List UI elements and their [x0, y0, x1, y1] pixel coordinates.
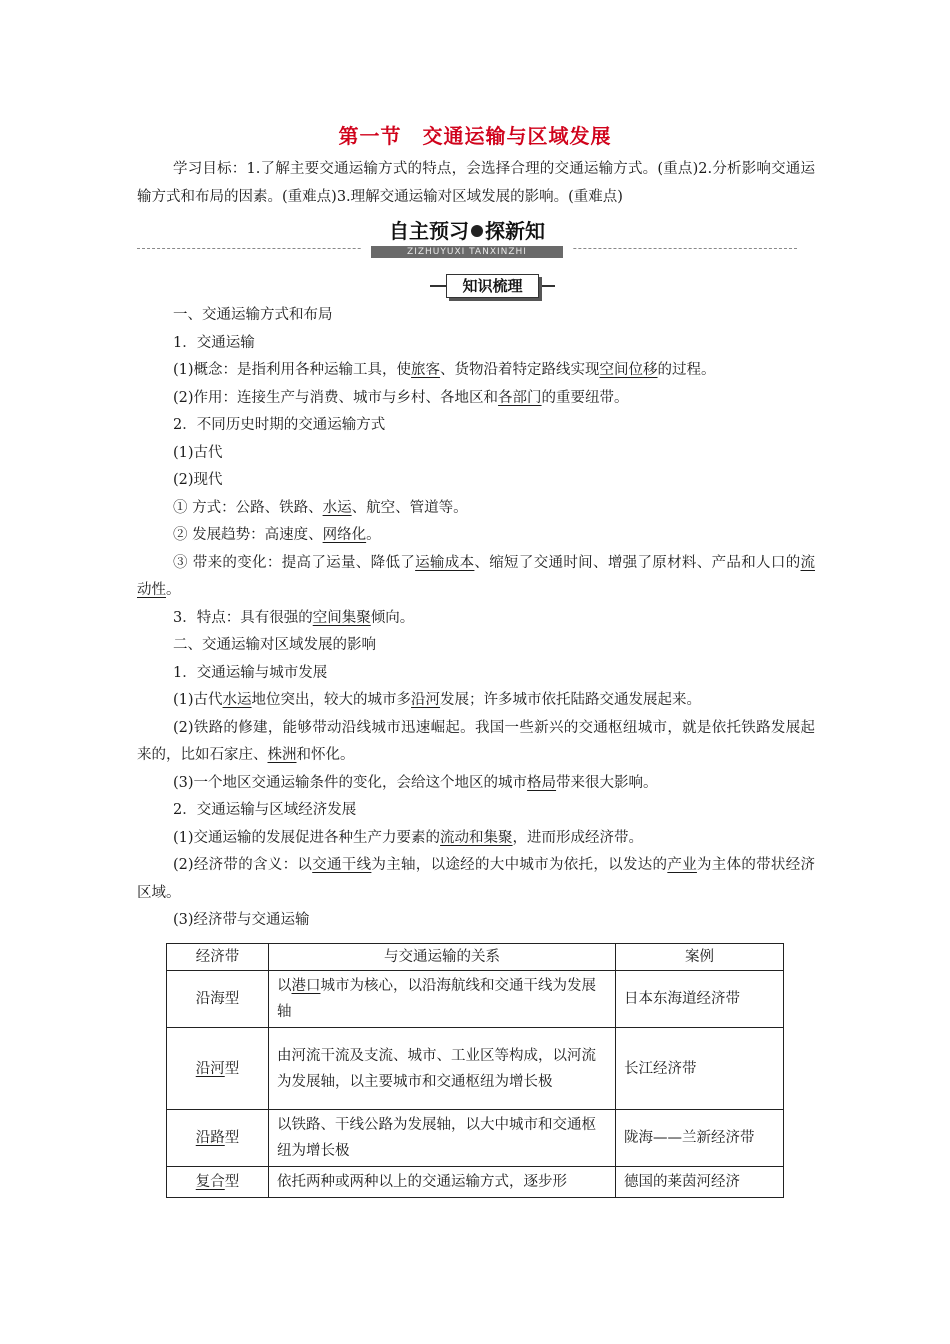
answer-blank: 沿河 [411, 692, 441, 708]
section-tag [430, 274, 555, 298]
objectives-text: 1.了解主要交通运输方式的特点，会选择合理的交通运输方式。(重点)2.分析影响交通运输方式和布局的因素。(重难点)3.理解交通运输对区域发展的影响。(重难点) [137, 161, 816, 205]
table-row [167, 1028, 784, 1110]
learning-objectives [137, 155, 815, 211]
item-trend: ② 发展趋势：高速度、网络化。 [173, 527, 381, 543]
paragraph-railway: (2)铁路的修建，能够带动沿线城市迅速崛起。我国一些新兴的交通枢纽城市，就是依托铁路发展起来的，比如石家庄、株洲和怀化。 [137, 719, 815, 763]
table-row [167, 1167, 784, 1198]
economic-belt-table [166, 943, 784, 1198]
answer-blank: 流动性 [137, 554, 816, 598]
content-body [137, 302, 815, 935]
table-cell-relation: 依托两种或两种以上的交通运输方式，逐步形 [269, 1167, 616, 1198]
paragraph-ancient-cities: (1)古代水运地位突出，较大的城市多沿河发展；许多城市依托陆路交通发展起来。 [173, 692, 702, 708]
table-header: 经济带 [167, 944, 269, 971]
answer-blank: 产业 [667, 857, 697, 873]
paragraph-pattern: (3)一个地区交通运输条件的变化，会给这个地区的城市格局带来很大影响。 [173, 774, 658, 791]
table-cell-relation: 由河流干流及支流、城市、工业区等构成，以河流为发展轴，以主要城市和交通枢纽为增长极 [269, 1028, 616, 1110]
arrow-dot-icon [471, 225, 483, 237]
table-cell-relation: 以港口城市为核心，以沿海航线和交通干线为发展轴 [269, 971, 616, 1028]
answer-blank: 交通干线 [312, 857, 372, 873]
subheading-1-3: 3．特点：具有很强的空间集聚倾向。 [173, 609, 415, 626]
section-banner [362, 218, 572, 258]
answer-blank: 港口 [291, 978, 321, 994]
table-header: 案例 [616, 944, 784, 971]
answer-blank: 空间位移 [599, 362, 658, 378]
banner-pinyin: ZIZHUYUXI TANXINZHI [371, 246, 563, 258]
table-cell-type: 沿河型 [167, 1028, 269, 1110]
heading-2: 二、交通运输对区域发展的影响 [173, 637, 376, 653]
banner-part1: 自主预习 [389, 219, 469, 243]
table-cell-type: 复合型 [167, 1167, 269, 1198]
answer-blank: 空间集聚 [312, 609, 371, 626]
paragraph-concept: (1)概念：是指利用各种运输工具，使旅客、货物沿着特定路线实现空间位移的过程。 [173, 362, 716, 378]
subheading-1-2: 2．不同历史时期的交通运输方式 [173, 417, 386, 433]
answer-blank: 旅客 [411, 362, 441, 378]
subheading-1-1: 1．交通运输 [173, 334, 255, 351]
heading-1: 一、交通运输方式和布局 [173, 307, 333, 323]
answer-blank: 网络化 [322, 527, 367, 543]
table-cell-case: 日本东海道经济带 [616, 971, 784, 1028]
item-ancient: (1)古代 [173, 444, 223, 461]
objectives-label: 学习目标： [173, 161, 247, 177]
table-cell-case: 长江经济带 [616, 1028, 784, 1110]
table-cell-case: 陇海——兰新经济带 [616, 1110, 784, 1167]
subheading-2-1: 1．交通运输与城市发展 [173, 664, 328, 681]
item-modes: ① 方式：公路、铁路、水运、航空、管道等。 [173, 499, 468, 516]
paragraph-table-intro: (3)经济带与交通运输 [173, 912, 310, 928]
answer-blank: 各部门 [498, 389, 542, 406]
item-changes: ③ 带来的变化：提高了运量、降低了运输成本、缩短了交通时间、增强了原材料、产品和人口的流动性。 [137, 554, 816, 598]
item-modern: (2)现代 [173, 472, 223, 488]
answer-blank: 水运 [222, 692, 252, 708]
table-row [167, 1110, 784, 1167]
table-header: 与交通运输的关系 [269, 944, 616, 971]
paragraph-definition: (2)经济带的含义：以交通干线为主轴，以途经的大中城市为依托，以发达的产业为主体的带状经济区域。 [137, 857, 816, 901]
answer-blank: 格局 [527, 774, 557, 791]
answer-blank: 流动和集聚 [440, 829, 513, 846]
answer-blank: 运输成本 [415, 554, 475, 571]
table-row [167, 971, 784, 1028]
page-title: 第一节 交通运输与区域发展 [338, 124, 612, 148]
table-cell-relation: 以铁路、干线公路为发展轴，以大中城市和交通枢纽为增长极 [269, 1110, 616, 1167]
answer-blank: 水运 [322, 499, 352, 516]
subheading-2-2: 2．交通运输与区域经济发展 [173, 802, 357, 818]
paragraph-factors: (1)交通运输的发展促进各种生产力要素的流动和集聚，进而形成经济带。 [173, 829, 644, 846]
table-cell-case: 德国的莱茵河经济 [616, 1167, 784, 1198]
table-header-row [167, 944, 784, 971]
table-cell-type: 沿路型 [167, 1110, 269, 1167]
paragraph-role: (2)作用：连接生产与消费、城市与乡村、各地区和各部门的重要纽带。 [173, 389, 629, 406]
banner-part2: 探新知 [485, 219, 545, 243]
answer-blank: 株洲 [267, 747, 297, 763]
section-tag-label: 知识梳理 [446, 274, 539, 298]
table-cell-type: 沿海型 [167, 971, 269, 1028]
